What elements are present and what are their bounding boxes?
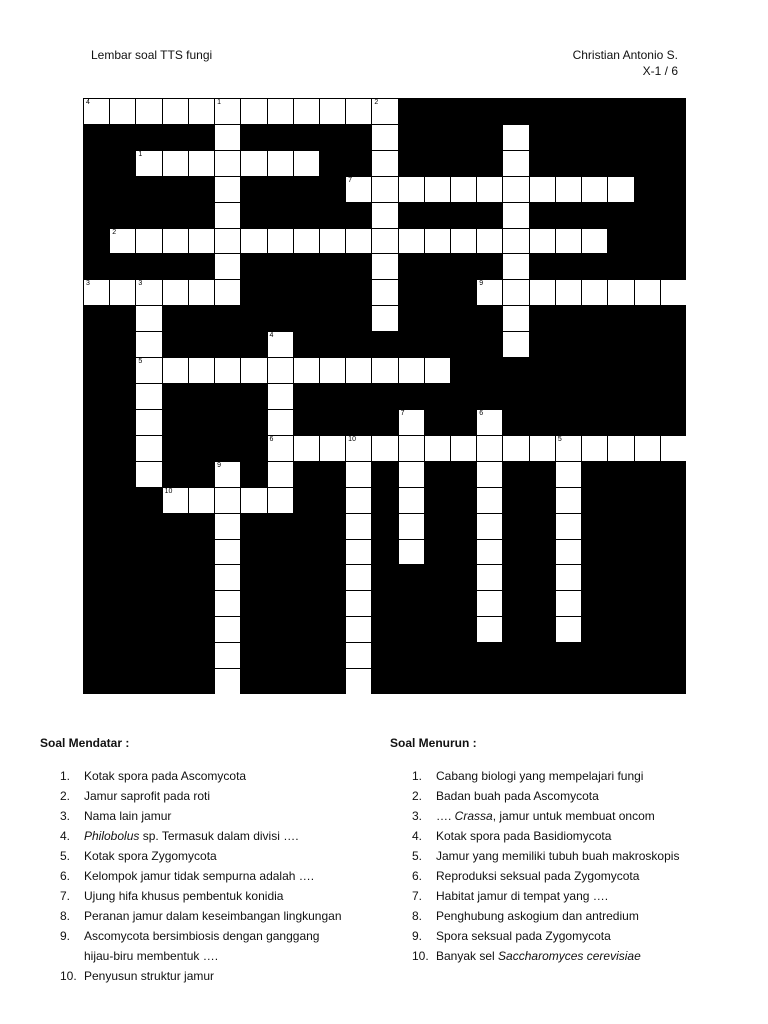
- crossword-cell[interactable]: [319, 357, 346, 384]
- crossword-cell[interactable]: [267, 461, 294, 488]
- clue-index: 7.: [60, 889, 71, 903]
- crossword-cell[interactable]: [214, 642, 241, 669]
- crossword-cell[interactable]: [529, 279, 556, 306]
- crossword-cell[interactable]: [240, 150, 267, 177]
- crossword-cell[interactable]: [476, 487, 503, 514]
- crossword-cell[interactable]: [135, 409, 162, 436]
- crossword-cell[interactable]: [398, 176, 425, 203]
- crossword-cell[interactable]: [555, 228, 582, 255]
- clue-index: 9.: [412, 929, 423, 943]
- crossword-cell[interactable]: [345, 487, 372, 514]
- clue-italic: Crassa: [454, 809, 493, 823]
- crossword-cell[interactable]: [293, 150, 320, 177]
- crossword-cell[interactable]: [214, 357, 241, 384]
- crossword-cell[interactable]: [398, 435, 425, 462]
- crossword-cell[interactable]: [240, 228, 267, 255]
- crossword-cell[interactable]: [371, 228, 398, 255]
- crossword-cell[interactable]: [214, 539, 241, 566]
- crossword-cell[interactable]: [214, 564, 241, 591]
- crossword-cell[interactable]: [398, 461, 425, 488]
- crossword-cell[interactable]: [502, 228, 529, 255]
- clue-number: 4: [269, 332, 274, 340]
- crossword-cell[interactable]: [214, 253, 241, 280]
- crossword-cell[interactable]: [267, 383, 294, 410]
- clue-number: 9: [479, 280, 484, 288]
- crossword-cell[interactable]: [581, 435, 608, 462]
- crossword-cell[interactable]: [502, 305, 529, 332]
- clue-number: 3: [138, 280, 143, 288]
- crossword-cell[interactable]: [214, 202, 241, 229]
- crossword-cell[interactable]: [214, 150, 241, 177]
- crossword-cell[interactable]: [371, 305, 398, 332]
- crossword-cell[interactable]: [555, 487, 582, 514]
- crossword-cell[interactable]: [398, 409, 425, 436]
- crossword-cell[interactable]: [214, 124, 241, 151]
- crossword-cell[interactable]: [634, 435, 661, 462]
- crossword-cell[interactable]: [581, 176, 608, 203]
- clue-italic: Saccharomyces cerevisiae: [498, 949, 641, 963]
- crossword-cell[interactable]: [345, 228, 372, 255]
- crossword-cell[interactable]: [450, 435, 477, 462]
- crossword-cell[interactable]: [214, 461, 241, 488]
- clue-index: 6.: [412, 869, 423, 883]
- across-clues-list: [60, 766, 380, 986]
- down-clue: 3. …. Crassa, jamur untuk membuat oncom: [412, 806, 732, 826]
- crossword-cell[interactable]: [345, 176, 372, 203]
- crossword-cell[interactable]: [424, 176, 451, 203]
- across-clue: 1. Kotak spora pada Ascomycota: [60, 766, 380, 786]
- crossword-cell[interactable]: [135, 357, 162, 384]
- class-info: X-1 / 6: [642, 64, 678, 78]
- crossword-cell[interactable]: [345, 513, 372, 540]
- crossword-cell[interactable]: [634, 279, 661, 306]
- clue-number: 7: [348, 176, 353, 184]
- clue-number: 9: [217, 461, 221, 469]
- across-clue: 10. Penyusun struktur jamur: [60, 966, 380, 986]
- crossword-cell[interactable]: [450, 176, 477, 203]
- crossword-cell[interactable]: [345, 564, 372, 591]
- crossword-cell[interactable]: [345, 539, 372, 566]
- crossword-cell[interactable]: [135, 279, 162, 306]
- crossword-cell[interactable]: [135, 383, 162, 410]
- crossword-cell[interactable]: [214, 176, 241, 203]
- crossword-cell[interactable]: [109, 228, 136, 255]
- clue-number: 5: [557, 435, 562, 443]
- crossword-cell[interactable]: [135, 228, 162, 255]
- crossword-cell[interactable]: [267, 150, 294, 177]
- crossword-cell[interactable]: [398, 228, 425, 255]
- crossword-cell[interactable]: [555, 176, 582, 203]
- clue-index: 2.: [412, 789, 423, 803]
- crossword-cell[interactable]: [371, 279, 398, 306]
- crossword-cell[interactable]: [214, 513, 241, 540]
- crossword-cell[interactable]: [267, 487, 294, 514]
- down-clue: 7. Habitat jamur di tempat yang ….: [412, 886, 732, 906]
- crossword-cell[interactable]: [502, 150, 529, 177]
- crossword-cell[interactable]: [293, 228, 320, 255]
- crossword-cell[interactable]: [660, 435, 686, 462]
- crossword-cell[interactable]: [555, 461, 582, 488]
- crossword-cell[interactable]: [214, 98, 241, 125]
- clue-italic: Philobolus: [84, 829, 140, 843]
- crossword-cell[interactable]: [293, 357, 320, 384]
- clue-index: 10.: [60, 969, 77, 983]
- crossword-cell[interactable]: [502, 279, 529, 306]
- crossword-cell[interactable]: [188, 98, 215, 125]
- clue-index: 3.: [412, 809, 423, 823]
- down-clue: 8. Penghubung askogium dan antredium: [412, 906, 732, 926]
- crossword-cell[interactable]: [214, 279, 241, 306]
- crossword-cell[interactable]: [555, 616, 582, 643]
- crossword-cell[interactable]: [502, 253, 529, 280]
- crossword-cell[interactable]: [660, 279, 686, 306]
- crossword-cell[interactable]: [581, 228, 608, 255]
- crossword-cell[interactable]: [555, 564, 582, 591]
- crossword-cell[interactable]: [135, 150, 162, 177]
- crossword-cell[interactable]: [476, 435, 503, 462]
- down-clue: 9. Spora seksual pada Zygomycota: [412, 926, 732, 946]
- crossword-cell[interactable]: [476, 461, 503, 488]
- crossword-cell[interactable]: [240, 487, 267, 514]
- clue-number: 10: [164, 487, 173, 495]
- crossword-cell[interactable]: [398, 357, 425, 384]
- crossword-cell[interactable]: [345, 461, 372, 488]
- crossword-cell[interactable]: [476, 228, 503, 255]
- clue-number: 6: [269, 435, 274, 443]
- crossword-cell[interactable]: [267, 331, 294, 358]
- down-clue: 1. Cabang biologi yang mempelajari fungi: [412, 766, 732, 786]
- down-clues-list: [412, 766, 732, 966]
- crossword-cell[interactable]: [135, 305, 162, 332]
- crossword-cell[interactable]: [267, 357, 294, 384]
- crossword-cell[interactable]: [214, 668, 241, 694]
- clue-index: 5.: [412, 849, 423, 863]
- across-clue: 2. Jamur saprofit pada roti: [60, 786, 380, 806]
- crossword-cell[interactable]: [398, 487, 425, 514]
- crossword-cell[interactable]: [214, 616, 241, 643]
- crossword-cell[interactable]: [555, 435, 582, 462]
- crossword-cell[interactable]: [109, 279, 136, 306]
- crossword-cell[interactable]: [476, 176, 503, 203]
- down-clue: 6. Reproduksi seksual pada Zygomycota: [412, 866, 732, 886]
- crossword-cell[interactable]: [293, 435, 320, 462]
- crossword-cell[interactable]: [319, 435, 346, 462]
- clue-index: 4.: [60, 829, 71, 843]
- across-clue: 9. Ascomycota bersimbiosis dengan ganggang: [60, 926, 380, 946]
- crossword-cell[interactable]: [502, 124, 529, 151]
- crossword-cell[interactable]: [555, 590, 582, 617]
- crossword-cell[interactable]: [424, 435, 451, 462]
- crossword-cell[interactable]: [555, 513, 582, 540]
- crossword-cell[interactable]: [162, 357, 189, 384]
- crossword-cell[interactable]: [188, 150, 215, 177]
- crossword-cell[interactable]: [214, 487, 241, 514]
- crossword-cell[interactable]: [607, 435, 634, 462]
- crossword-cell[interactable]: [267, 228, 294, 255]
- crossword-cell[interactable]: [267, 435, 294, 462]
- down-clue: 10. Banyak sel Saccharomyces cerevisiae: [412, 946, 732, 966]
- crossword-cell[interactable]: [476, 409, 503, 436]
- crossword-cell[interactable]: [83, 98, 110, 125]
- crossword-cell[interactable]: [162, 487, 189, 514]
- clue-index: 6.: [60, 869, 71, 883]
- clue-number: 7: [400, 409, 405, 417]
- crossword-cell[interactable]: [555, 539, 582, 566]
- crossword-cell[interactable]: [319, 98, 346, 125]
- crossword-cell[interactable]: [214, 228, 241, 255]
- clue-index: 7.: [412, 889, 423, 903]
- crossword-cell[interactable]: [371, 435, 398, 462]
- clue-number: 3: [86, 280, 90, 288]
- crossword-cell[interactable]: [345, 435, 372, 462]
- crossword-cell[interactable]: [319, 228, 346, 255]
- clue-index: 10.: [412, 949, 429, 963]
- crossword-cell[interactable]: [240, 357, 267, 384]
- crossword-cell[interactable]: [424, 228, 451, 255]
- crossword-cell[interactable]: [476, 564, 503, 591]
- crossword-cell[interactable]: [345, 616, 372, 643]
- crossword-cell[interactable]: [345, 357, 372, 384]
- across-clue: 5. Kotak spora Zygomycota: [60, 846, 380, 866]
- crossword-cell[interactable]: [398, 513, 425, 540]
- crossword-cell[interactable]: [293, 98, 320, 125]
- crossword-cell[interactable]: [529, 435, 556, 462]
- crossword-cell[interactable]: [371, 124, 398, 151]
- crossword-cell[interactable]: [345, 642, 372, 669]
- across-clue: hijau-biru membentuk ….: [84, 949, 219, 963]
- clue-number: 2: [374, 99, 379, 106]
- crossword-cell[interactable]: [502, 176, 529, 203]
- crossword-cell[interactable]: [502, 331, 529, 358]
- crossword-cell[interactable]: [162, 98, 189, 125]
- crossword-cell[interactable]: [424, 357, 451, 384]
- crossword-cell[interactable]: [162, 279, 189, 306]
- crossword-cell[interactable]: [502, 435, 529, 462]
- crossword-cell[interactable]: [267, 98, 294, 125]
- down-clue: 2. Badan buah pada Ascomycota: [412, 786, 732, 806]
- crossword-cell[interactable]: [607, 279, 634, 306]
- clue-index: 5.: [60, 849, 71, 863]
- across-clue: 7. Ujung hifa khusus pembentuk konidia: [60, 886, 380, 906]
- crossword-cell[interactable]: [476, 616, 503, 643]
- clue-number: 4: [86, 99, 90, 106]
- crossword-cell[interactable]: [502, 202, 529, 229]
- crossword-cell[interactable]: [109, 98, 136, 125]
- crossword-cell[interactable]: [135, 461, 162, 488]
- crossword-cell[interactable]: [83, 279, 110, 306]
- crossword-cell[interactable]: [345, 668, 372, 694]
- clue-number: 1: [217, 99, 221, 106]
- author-info: [573, 47, 678, 79]
- crossword-cell[interactable]: [529, 228, 556, 255]
- author-name: Christian Antonio S.: [572, 48, 678, 62]
- across-clue: 4. Philobolus sp. Termasuk dalam divisi ….: [60, 826, 380, 846]
- worksheet-title: Lembar soal TTS fungi: [91, 48, 213, 62]
- crossword-cell[interactable]: [555, 279, 582, 306]
- clue-index: 1.: [60, 769, 71, 783]
- crossword-grid: [83, 98, 686, 694]
- crossword-cell[interactable]: [162, 228, 189, 255]
- crossword-cell[interactable]: [188, 228, 215, 255]
- crossword-cell[interactable]: [135, 98, 162, 125]
- crossword-cell[interactable]: [345, 98, 372, 125]
- crossword-cell[interactable]: [371, 253, 398, 280]
- clue-number: 1: [138, 150, 143, 158]
- crossword-cell[interactable]: [371, 202, 398, 229]
- down-clue: 4. Kotak spora pada Basidiomycota: [412, 826, 732, 846]
- clue-number: 10: [348, 435, 356, 443]
- crossword-cell[interactable]: [476, 513, 503, 540]
- down-clue: 5. Jamur yang memiliki tubuh buah makroskopis: [412, 846, 732, 866]
- crossword-cell[interactable]: [267, 409, 294, 436]
- crossword-cell[interactable]: [188, 357, 215, 384]
- crossword-cell[interactable]: [371, 176, 398, 203]
- across-clue: 6. Kelompok jamur tidak sempurna adalah ….: [60, 866, 380, 886]
- crossword-cell[interactable]: [135, 331, 162, 358]
- across-clue: 8. Peranan jamur dalam keseimbangan lingkungan: [60, 906, 380, 926]
- crossword-cell[interactable]: [188, 487, 215, 514]
- crossword-cell[interactable]: [214, 590, 241, 617]
- crossword-cell[interactable]: [371, 98, 398, 125]
- crossword-cell[interactable]: [398, 539, 425, 566]
- clue-number: 6: [479, 409, 484, 417]
- crossword-cell[interactable]: [476, 590, 503, 617]
- clue-index: 8.: [412, 909, 423, 923]
- crossword-cell[interactable]: [476, 279, 503, 306]
- crossword-cell[interactable]: [371, 357, 398, 384]
- crossword-cell[interactable]: [529, 176, 556, 203]
- crossword-cell[interactable]: [162, 150, 189, 177]
- across-clue: 3. Nama lain jamur: [60, 806, 380, 826]
- clue-index: 4.: [412, 829, 423, 843]
- crossword-cell[interactable]: [581, 279, 608, 306]
- crossword-cell[interactable]: [476, 539, 503, 566]
- crossword-cell[interactable]: [188, 279, 215, 306]
- crossword-cell[interactable]: [135, 435, 162, 462]
- crossword-cell[interactable]: [240, 98, 267, 125]
- across-clues-title: Soal Mendatar :: [40, 736, 130, 750]
- clue-index: 8.: [60, 909, 71, 923]
- crossword-cell[interactable]: [371, 150, 398, 177]
- clue-number: 2: [112, 228, 117, 236]
- clue-index: 1.: [412, 769, 423, 783]
- crossword-cell[interactable]: [345, 590, 372, 617]
- crossword-cell[interactable]: [607, 176, 634, 203]
- clue-index: 2.: [60, 789, 71, 803]
- clue-number: 5: [138, 358, 143, 366]
- down-clues-title: Soal Menurun :: [390, 736, 477, 750]
- clue-index: 9.: [60, 929, 71, 943]
- clue-index: 3.: [60, 809, 71, 823]
- crossword-cell[interactable]: [450, 228, 477, 255]
